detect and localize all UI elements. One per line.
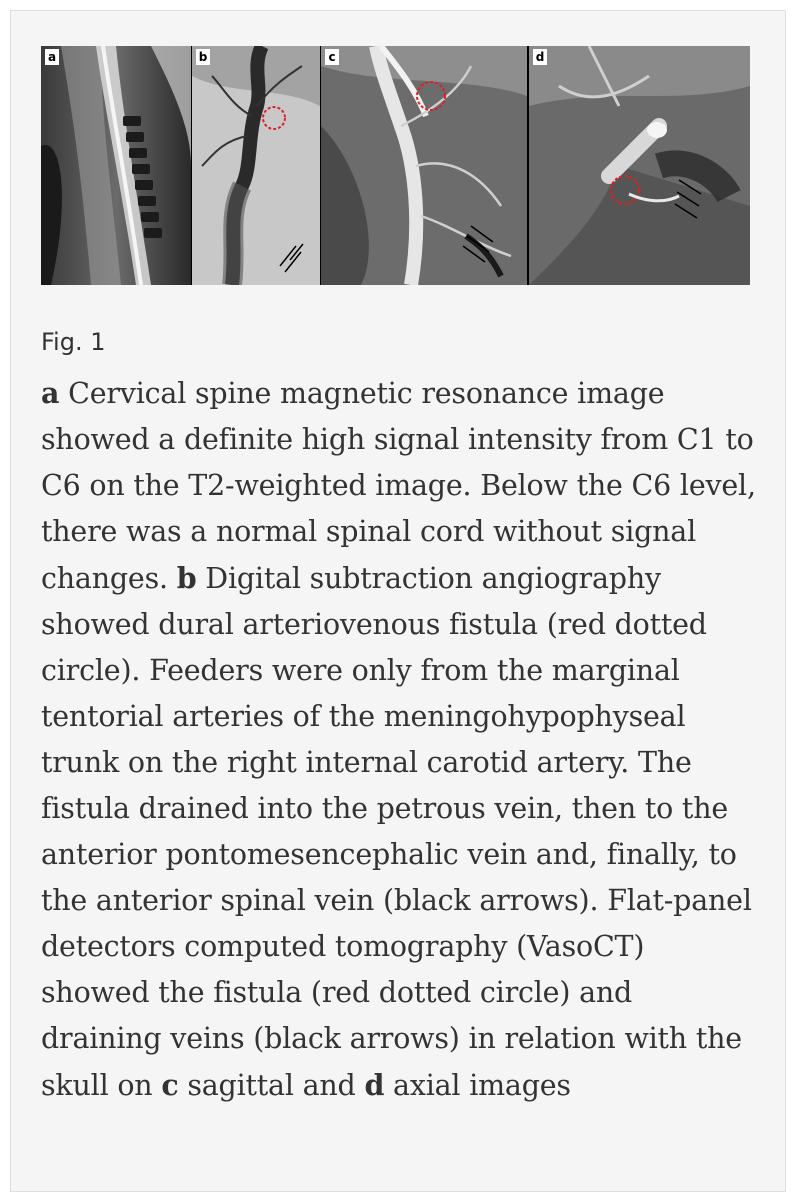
- caption-text-b: Digital subtraction angiography showed dural arteriovenous fistula (red dotted circle). Feeders were only from the marginal tentorial arteries of the meningohypophyseal trunk on the right internal carotid artery. The fistula drained into the petrous vein, then to the anterior pontomesencephalic vein and, finally, to the anterior spinal vein (black arrows). Flat-panel detectors computed tomography (VasoCT) showed the fistula (red dotted circle) and draining veins (black arrows) in relation with the skull on: [41, 562, 752, 1102]
- panel-b-angiography-image: [192, 46, 320, 285]
- figure-caption: [41, 370, 756, 1109]
- caption-panel-ref-d: d: [364, 1068, 385, 1102]
- caption-panel-ref-c: c: [161, 1068, 179, 1102]
- panel-c-vasoct-sagittal-image: [321, 46, 527, 285]
- caption-panel-ref-a: a: [41, 376, 60, 410]
- caption-text-c: sagittal and: [178, 1069, 365, 1102]
- caption-text-a: Cervical spine magnetic resonance image showed a definite high signal intensity from C1 to C6 on the T2-weighted image. Below the C6 level, there was a normal spinal cord without signal changes.: [41, 377, 756, 595]
- panel-label-c: c: [325, 49, 339, 65]
- caption-text-d: axial images: [384, 1069, 571, 1102]
- panel-d-vasoct-axial-image: [529, 46, 750, 285]
- panel-label-a: a: [45, 49, 59, 65]
- figure-label: Fig. 1: [41, 328, 106, 356]
- panel-label-d: d: [533, 49, 547, 65]
- panel-a-mri-image: [41, 46, 191, 285]
- figure-image-strip[interactable]: [41, 46, 750, 285]
- panel-label-b: b: [196, 49, 210, 65]
- caption-panel-ref-b: b: [176, 561, 197, 595]
